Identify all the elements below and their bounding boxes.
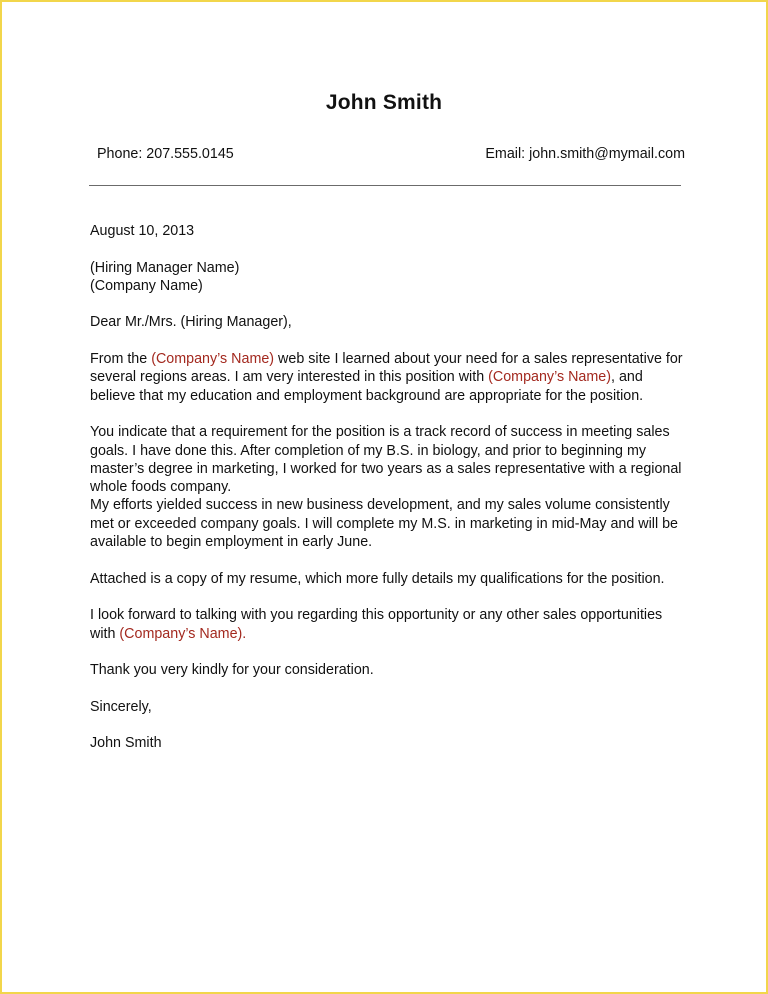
paragraph-5 [90,606,690,643]
phone-number: Phone: 207.555.0145 [97,146,234,162]
closing: Sincerely, [90,698,152,715]
paragraph-3: My efforts yielded success in new business development, and my sales volume consistently met or exceeded company goals. I will complete my M.S. in marketing in mid-May and will be available to begin employment in early June. [90,497,678,551]
header-divider [89,185,681,186]
email-address: Email: john.smith@mymail.com [485,146,685,162]
paragraph-1-text-c: web site I learned about your need for a sales representative for several regions areas. I am very interested in this position with [90,351,683,386]
company-name-placeholder: (Company’s Name) [151,351,275,368]
signature: John Smith [90,735,162,752]
paragraph-6: Thank you very kindly for your consideration. [90,662,374,679]
paragraph-4: Attached is a copy of my resume, which more fully details my qualifications for the position. [90,570,665,587]
letter-date: August 10, 2013 [90,223,195,239]
company-name-placeholder: (Company’s Name) [488,369,612,386]
paragraph-2: You indicate that a requirement for the position is a track record of success in meeting sales goals. I have done this. After completion of my B.S. in biology, and prior to beginning my master’s degree in marketing, I worked for two years as a sales representative with a regional whole foods company. [90,424,682,496]
recipient-company: (Company Name) [90,277,203,294]
paragraph-1 [90,350,690,405]
sender-name: John Smith [325,91,443,114]
paragraph-1-text-e: , and believe that my education and employment background are appropriate for the position. [90,369,644,404]
recipient-name: (Hiring Manager Name) [90,259,240,276]
company-name-placeholder: (Company’s Name). [119,625,247,642]
paragraph-1-text-a: From the [90,351,152,368]
letter-body [90,222,690,771]
salutation: Dear Mr./Mrs. (Hiring Manager), [90,314,292,331]
paragraph-5-text-a: I look forward to talking with you regarding this opportunity or any other sales opportunities with [90,607,663,642]
